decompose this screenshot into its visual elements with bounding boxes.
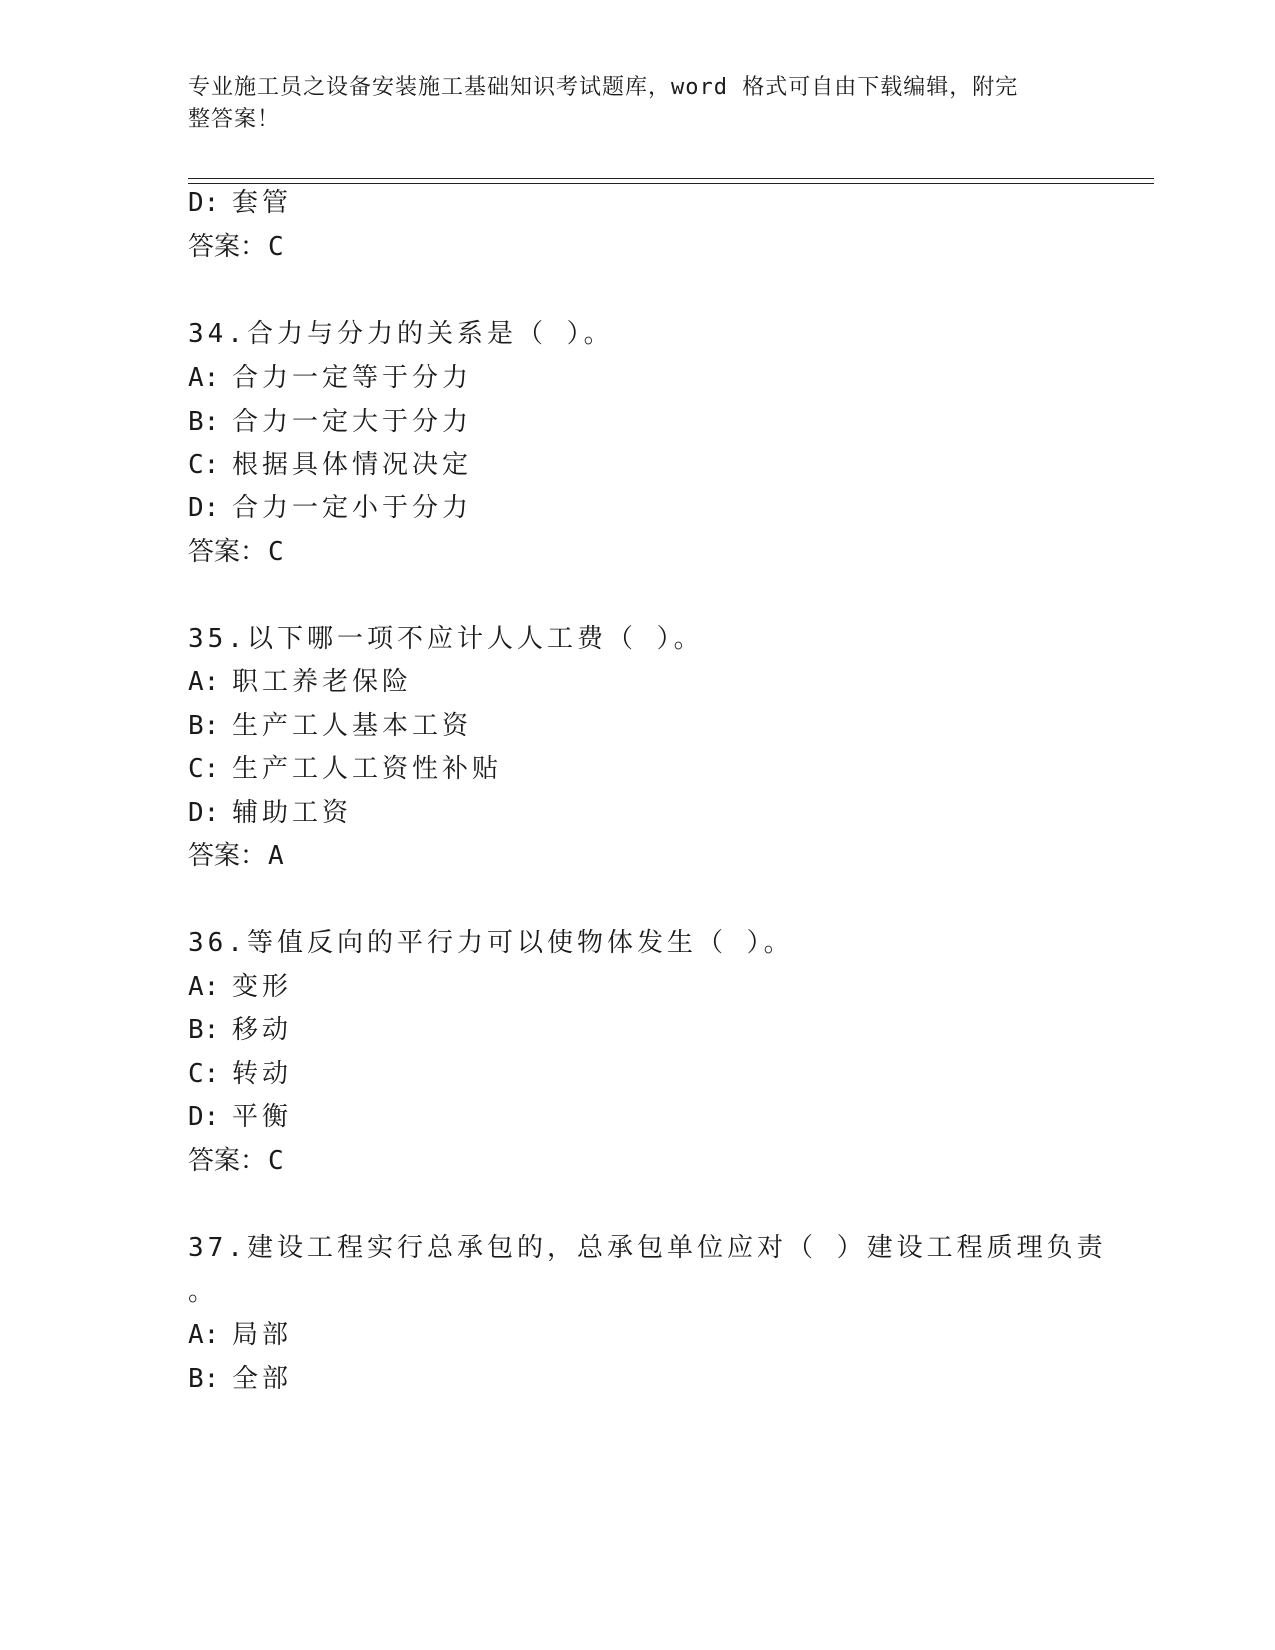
option-text: 变形 bbox=[232, 972, 293, 1002]
option-text: 合力一定小于分力 bbox=[232, 493, 473, 523]
document-header bbox=[188, 72, 1068, 136]
option-label: B: bbox=[188, 711, 220, 741]
answer-value: C bbox=[268, 232, 284, 262]
question-35-option-b bbox=[188, 709, 472, 743]
option-label: A: bbox=[188, 667, 220, 697]
question-36: 36.等值反向的平行力可以使物体发生（ ）。 bbox=[188, 928, 794, 958]
option-text: 辅助工资 bbox=[232, 798, 353, 828]
option-text: 合力一定等于分力 bbox=[232, 363, 473, 393]
option-text: 平衡 bbox=[232, 1102, 293, 1132]
question-34-option-a bbox=[188, 361, 472, 395]
question-37-continuation: 。 bbox=[188, 1277, 219, 1307]
option-text: 局部 bbox=[232, 1320, 293, 1350]
option-label: C: bbox=[188, 754, 220, 784]
option-text: 移动 bbox=[232, 1015, 293, 1045]
option-label: A: bbox=[188, 363, 220, 393]
question-35-option-c bbox=[188, 752, 502, 786]
option-text: 全部 bbox=[232, 1364, 293, 1394]
question-35-option-a bbox=[188, 665, 412, 699]
option-text: 转动 bbox=[232, 1059, 293, 1089]
option-label: B: bbox=[188, 1015, 220, 1045]
answer-label: 答案： bbox=[188, 841, 267, 871]
question-35-option-d bbox=[188, 796, 352, 830]
option-label: D: bbox=[188, 798, 220, 828]
option-label: D: bbox=[188, 1102, 220, 1132]
answer-value: C bbox=[268, 537, 284, 567]
option-text: 合力一定大于分力 bbox=[232, 407, 473, 437]
question-34-option-c bbox=[188, 448, 472, 482]
option-text: 职工养老保险 bbox=[232, 667, 413, 697]
option-label: D: bbox=[188, 188, 220, 218]
header-title-line-1: 专业施工员之设备安装施工基础知识考试题库，word 格式可自由下载编辑，附完 bbox=[188, 75, 1019, 100]
answer-label: 答案： bbox=[188, 1146, 267, 1176]
option-label: D: bbox=[188, 493, 220, 523]
question-34-option-b bbox=[188, 405, 472, 439]
question-36-option-b bbox=[188, 1013, 292, 1047]
question-37: 37.建设工程实行总承包的，总承包单位应对（ ）建设工程质理负责 bbox=[188, 1233, 1107, 1263]
question-37-option-a bbox=[188, 1318, 292, 1352]
header-divider-top bbox=[188, 178, 1154, 179]
question-34: 34.合力与分力的关系是（ ）。 bbox=[188, 319, 614, 349]
option-text: 套管 bbox=[232, 188, 293, 218]
header-title-line-2: 整答案！ bbox=[188, 107, 281, 132]
option-text: 根据具体情况决定 bbox=[232, 450, 473, 480]
answer-carryover bbox=[188, 230, 284, 264]
option-text: 生产工人基本工资 bbox=[232, 711, 473, 741]
question-35: 35.以下哪一项不应计人人工费（ ）。 bbox=[188, 624, 704, 654]
option-label: A: bbox=[188, 972, 220, 1002]
option-label: B: bbox=[188, 1364, 220, 1394]
answer-label: 答案： bbox=[188, 537, 267, 567]
answer-value: A bbox=[268, 841, 284, 871]
question-36-option-d bbox=[188, 1100, 292, 1134]
question-37-option-b bbox=[188, 1362, 292, 1396]
option-label: C: bbox=[188, 450, 220, 480]
header-divider-bottom bbox=[188, 183, 1154, 184]
option-label: B: bbox=[188, 407, 220, 437]
option-d-carryover bbox=[188, 186, 292, 220]
question-34-answer bbox=[188, 535, 284, 569]
question-36-option-a bbox=[188, 970, 292, 1004]
question-34-option-d bbox=[188, 491, 472, 525]
question-35-answer bbox=[188, 839, 284, 873]
question-36-option-c bbox=[188, 1057, 292, 1091]
answer-label: 答案： bbox=[188, 232, 267, 262]
option-label: C: bbox=[188, 1059, 220, 1089]
question-36-answer bbox=[188, 1144, 284, 1178]
answer-value: C bbox=[268, 1146, 284, 1176]
option-label: A: bbox=[188, 1320, 220, 1350]
option-text: 生产工人工资性补贴 bbox=[232, 754, 503, 784]
